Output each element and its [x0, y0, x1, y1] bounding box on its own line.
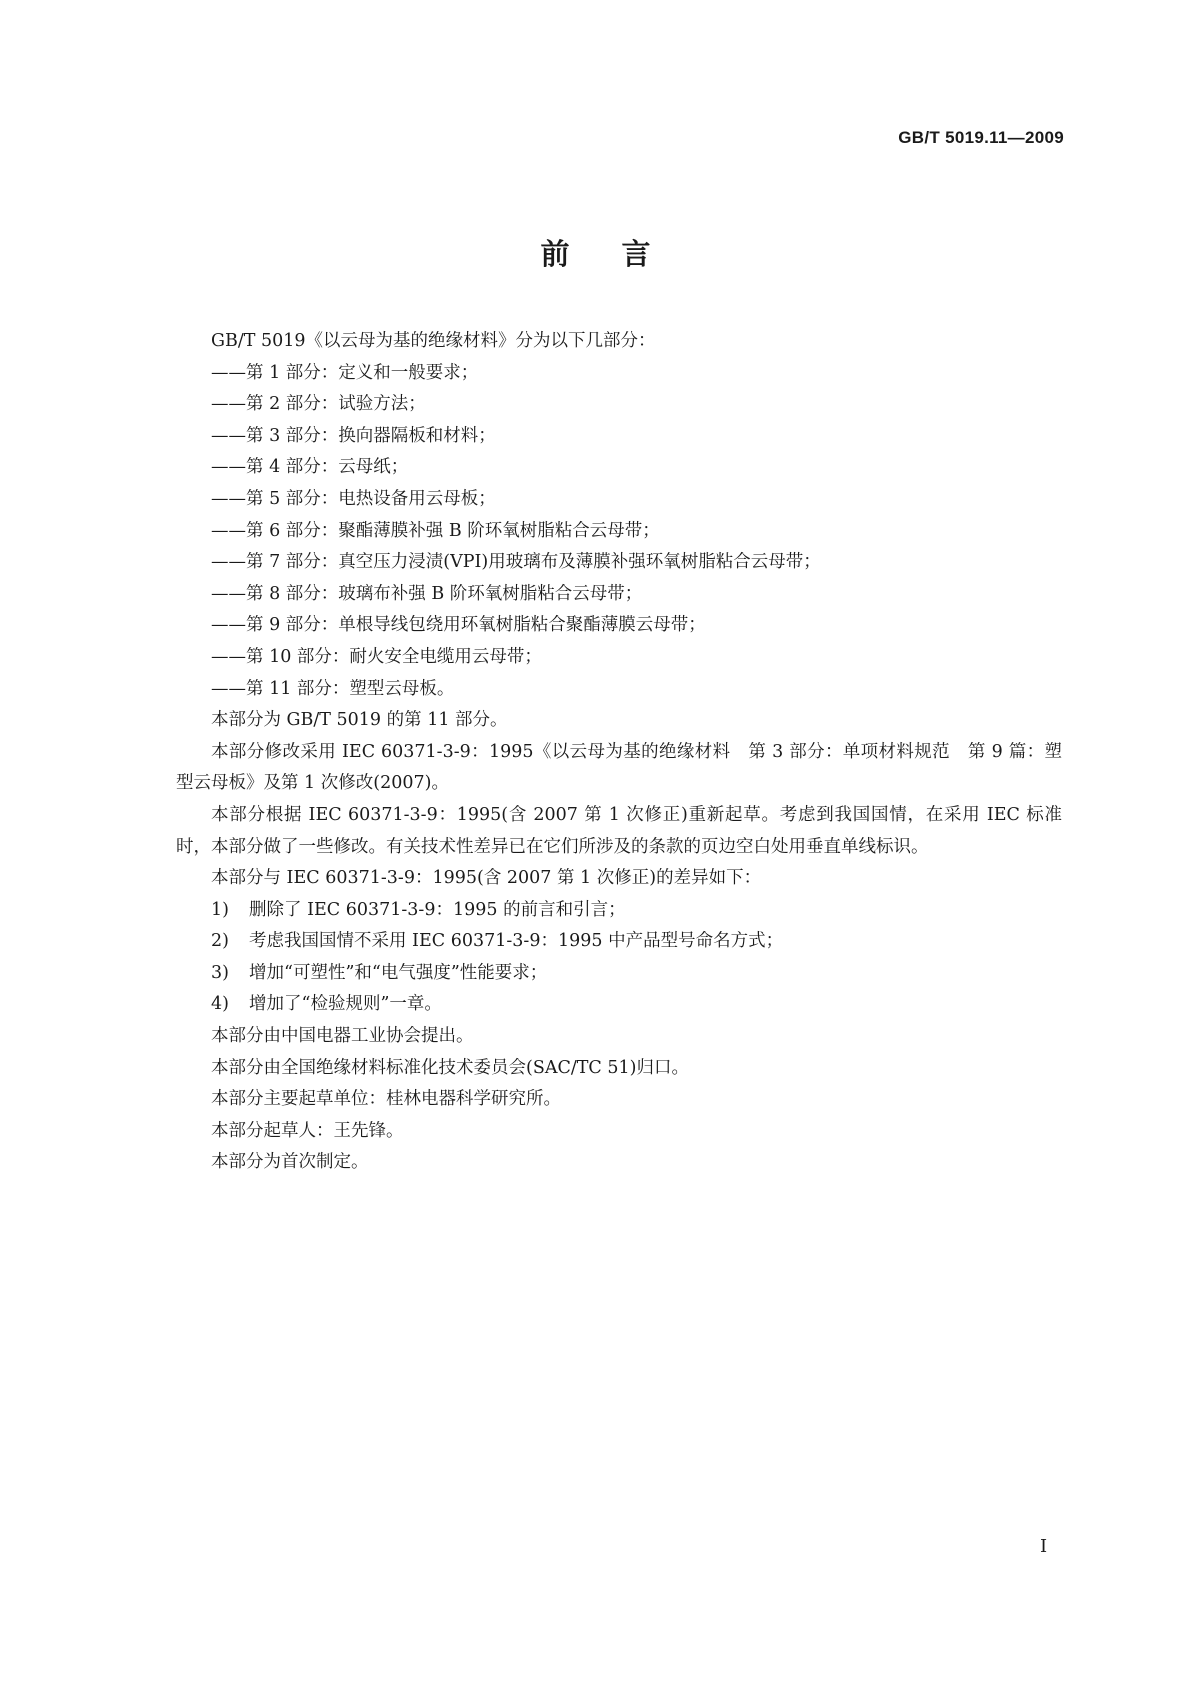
intro-paragraph: GB/T 5019《以云母为基的绝缘材料》分为以下几部分：	[211, 331, 656, 351]
difference-number: 4)	[211, 994, 229, 1015]
part-list-item: ——第 8 部分：玻璃布补强 B 阶环氧树脂粘合云母带；	[211, 583, 643, 604]
part-list-item: ——第 7 部分：真空压力浸渍(VPI)用玻璃布及薄膜补强环氧树脂粘合云母带；	[211, 552, 821, 573]
document-body	[176, 326, 1062, 1179]
part-list-item: ——第 6 部分：聚酯薄膜补强 B 阶环氧树脂粘合云母带；	[211, 520, 660, 541]
part-list-item: ——第 3 部分：换向器隔板和材料；	[211, 425, 496, 446]
drafting-unit-paragraph: 本部分主要起草单位：桂林电器科学研究所。	[211, 1089, 561, 1110]
difference-number: 1)	[211, 899, 229, 920]
redraft-paragraph: 本部分根据 IEC 60371-3-9：1995(含 2007 第 1 次修正)重新起草。考虑到我国国情，在采用 IEC 标准时，本部分做了一些修改。有关技术性差异已在它们所涉及的条款的页边空白处用垂直单线标识。	[176, 804, 1062, 857]
differences-intro: 本部分与 IEC 60371-3-9：1995(含 2007 第 1 次修正)的差异如下：	[211, 868, 762, 889]
centralized-by-paragraph: 本部分由全国绝缘材料标准化技术委员会(SAC/TC 51)归口。	[211, 1057, 689, 1078]
part-list-item: ——第 11 部分：塑型云母板。	[211, 678, 455, 699]
part-list-item: ——第 2 部分：试验方法；	[211, 394, 426, 415]
part-list-item: ——第 9 部分：单根导线包绕用环氧树脂粘合聚酯薄膜云母带；	[211, 615, 706, 636]
part-list-item: ——第 5 部分：电热设备用云母板；	[211, 488, 496, 509]
difference-number: 2)	[211, 931, 229, 952]
proposed-by-paragraph: 本部分由中国电器工业协会提出。	[211, 1026, 474, 1047]
drafter-paragraph: 本部分起草人：王先锋。	[211, 1120, 404, 1141]
part-list-item: ——第 1 部分：定义和一般要求；	[211, 362, 479, 383]
difference-text: 删除了 IEC 60371-3-9：1995 的前言和引言；	[249, 899, 626, 920]
difference-item	[176, 926, 1062, 958]
page-title: 前言	[540, 237, 703, 271]
difference-item	[176, 958, 1062, 990]
difference-item	[176, 895, 1062, 927]
page-number: I	[1040, 1536, 1048, 1557]
difference-item	[176, 989, 1062, 1021]
this-part-paragraph: 本部分为 GB/T 5019 的第 11 部分。	[211, 710, 508, 731]
difference-text: 增加了“检验规则”一章。	[249, 994, 442, 1015]
part-list-item: ——第 10 部分：耐火安全电缆用云母带；	[211, 646, 542, 667]
adoption-paragraph: 本部分修改采用 IEC 60371-3-9：1995《以云母为基的绝缘材料 第 3 部分：单项材料规范 第 9 篇：塑型云母板》及第 1 次修改(2007)。	[176, 741, 1062, 794]
difference-number: 3)	[211, 962, 229, 983]
difference-text: 增加“可塑性”和“电气强度”性能要求；	[249, 962, 548, 983]
first-issue-paragraph: 本部分为首次制定。	[211, 1152, 369, 1173]
standard-code: GB/T 5019.11—2009	[898, 128, 1064, 147]
part-list-item: ——第 4 部分：云母纸；	[211, 457, 409, 478]
difference-text: 考虑我国国情不采用 IEC 60371-3-9：1995 中产品型号命名方式；	[249, 931, 784, 952]
